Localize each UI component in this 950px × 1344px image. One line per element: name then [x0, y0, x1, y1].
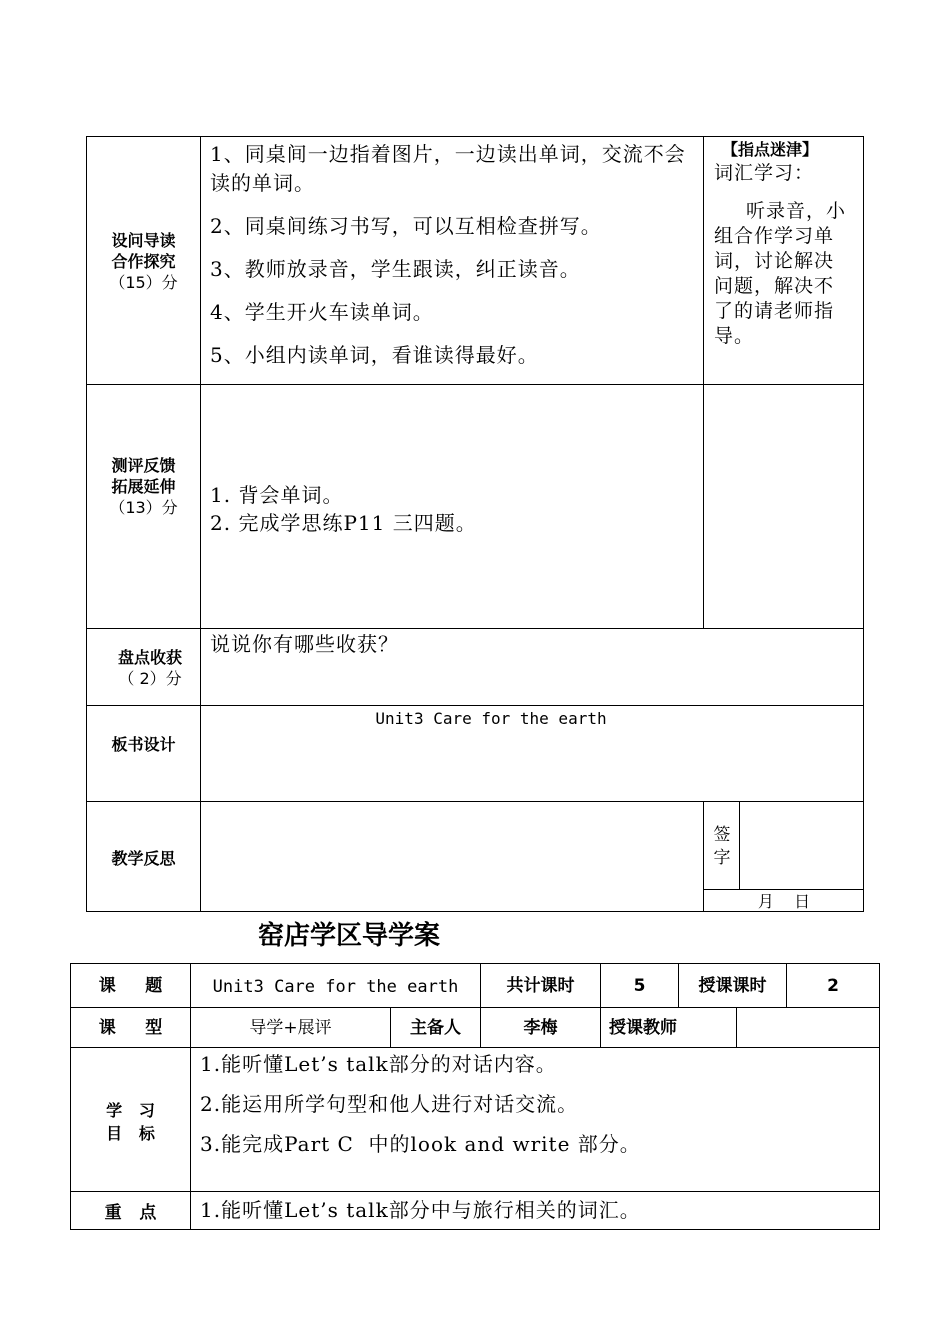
step-item: 1、同桌间一边指着图片，一边读出单词，交流不会读的单词。 — [210, 142, 686, 195]
topic-value: Unit3 Care for the earth — [212, 977, 459, 997]
tip-title: 【指点迷津】 — [722, 140, 819, 159]
lesson-type-label: 课 型 — [98, 1018, 163, 1038]
learning-goals-list — [200, 1050, 870, 1158]
goal-item: 2.能运用所学句型和他人进行对话交流。 — [200, 1092, 579, 1116]
learning-goals-label: 学 习 目 标 — [106, 1101, 155, 1143]
board-design-content: Unit3 Care for the earth — [375, 709, 607, 728]
step-item: 4、学生开火车读单词。 — [210, 300, 434, 324]
signature-label: 签 字 — [713, 825, 731, 868]
row-label-board-design: 板书设计 — [111, 735, 176, 754]
row-label-evaluation: 测评反馈 拓展延伸 （13）分 — [109, 456, 178, 517]
key-points-content: 1.能听懂Let’s talk部分中与旅行相关的词汇。 — [200, 1198, 641, 1222]
lesson-type-value: 导学+展评 — [249, 1018, 332, 1038]
homework-list — [210, 481, 696, 537]
row-label-summary: 盘点收获 （ 2）分 — [117, 648, 182, 688]
step-item: 2、同桌间练习书写，可以互相检查拼写。 — [210, 214, 602, 238]
lesson-hour-value: 2 — [827, 976, 839, 996]
lesson-hour-label: 授课课时 — [698, 976, 767, 996]
row-label-guided-reading: 设问导读 合作探究 （15）分 — [109, 231, 178, 292]
teacher-label: 授课教师 — [609, 1018, 677, 1038]
topic-label: 课 题 — [98, 976, 163, 996]
goal-item: 3.能完成Part C 中的look and write 部分。 — [200, 1132, 641, 1156]
date-field: 月 日 — [757, 892, 811, 911]
author-value: 李梅 — [523, 1018, 558, 1038]
author-label: 主备人 — [410, 1018, 461, 1038]
homework-item: 2. 完成学思练P11 三四题。 — [210, 511, 477, 535]
homework-item: 1. 背会单词。 — [210, 483, 344, 507]
step-list — [210, 140, 696, 370]
tip-body: 听录音，小组合作学习单词，讨论解决问题，解决不了的请老师指导。 — [714, 200, 847, 347]
step-item: 5、小组内读单词，看谁读得最好。 — [210, 343, 539, 367]
total-hours-value: 5 — [633, 976, 646, 996]
tip-subtitle: 词汇学习： — [714, 162, 815, 184]
row-label-reflection: 教学反思 — [111, 849, 176, 868]
summary-prompt: 说说你有哪些收获？ — [210, 632, 399, 656]
page-title: 窑店学区导学案 — [258, 921, 441, 951]
goal-item: 1.能听懂Let’s talk部分的对话内容。 — [200, 1052, 557, 1076]
total-hours-label: 共计课时 — [506, 976, 575, 996]
key-points-label: 重 点 — [104, 1203, 157, 1223]
step-item: 3、教师放录音，学生跟读，纠正读音。 — [210, 257, 581, 281]
